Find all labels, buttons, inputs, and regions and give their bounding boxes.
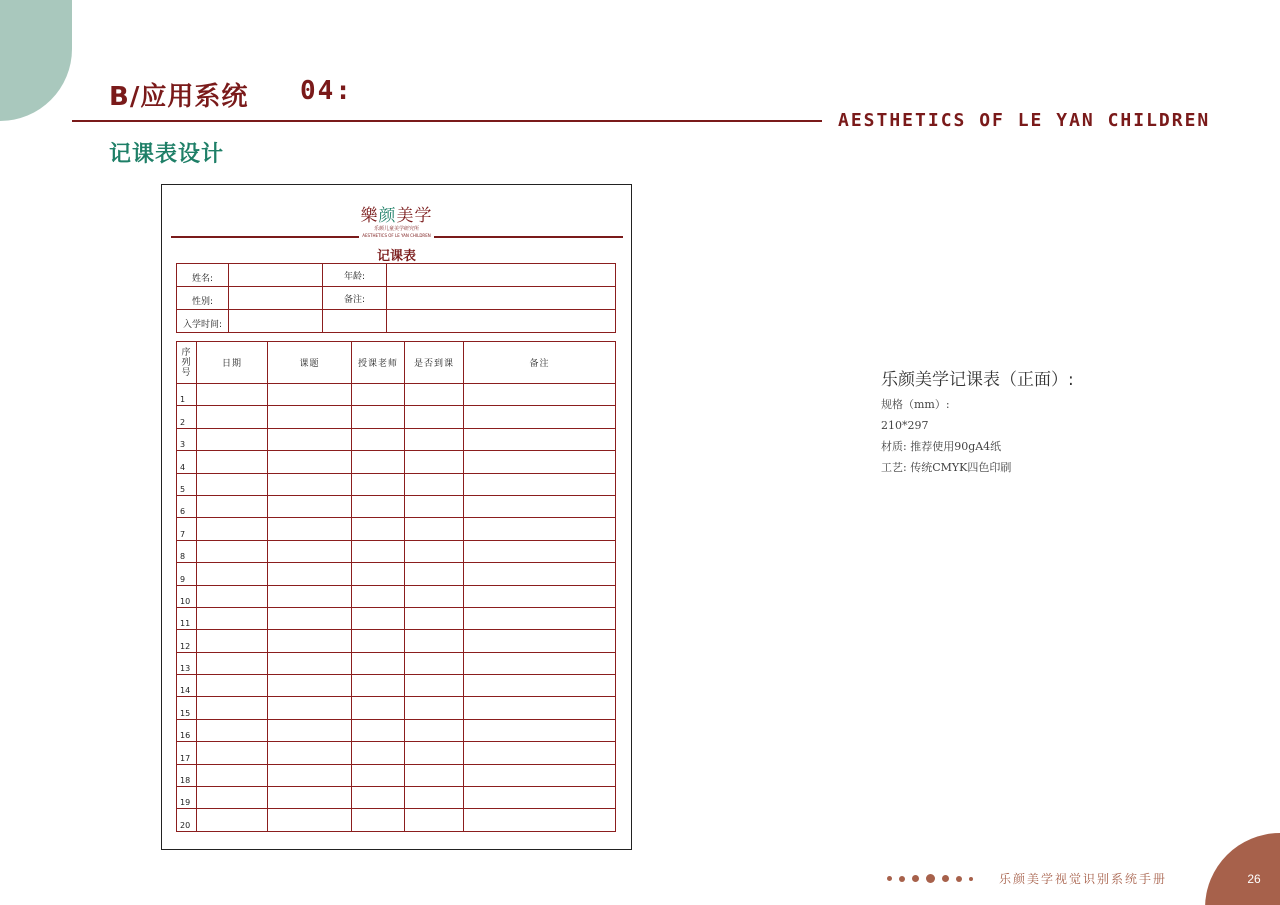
teacher-cell[interactable]	[352, 787, 405, 809]
remarks-cell[interactable]	[464, 787, 616, 809]
date-cell[interactable]	[197, 428, 268, 450]
name-field[interactable]	[229, 264, 323, 287]
dot-icon	[887, 876, 892, 881]
gender-field[interactable]	[229, 287, 323, 310]
row-number: 1	[177, 384, 197, 406]
row-number: 14	[177, 675, 197, 697]
row-number: 19	[177, 787, 197, 809]
topic-cell[interactable]	[268, 585, 352, 607]
remarks-cell[interactable]	[464, 428, 616, 450]
date-cell[interactable]	[197, 607, 268, 629]
table-row	[177, 585, 616, 607]
attendance-table	[176, 341, 616, 832]
table-row	[177, 764, 616, 786]
manual-title: 乐颜美学视觉识别系统手册	[999, 872, 1168, 886]
spec-size-value: 210*297	[881, 419, 929, 432]
logo-subtitle: 乐颜儿童美学研究所	[373, 226, 419, 232]
row-number: 9	[177, 563, 197, 585]
topic-cell[interactable]	[268, 563, 352, 585]
class-record-sheet	[161, 184, 632, 850]
remarks-cell[interactable]	[464, 451, 616, 473]
row-number: 11	[177, 607, 197, 629]
attended-cell[interactable]	[405, 764, 464, 786]
row-number: 2	[177, 406, 197, 428]
row-number: 4	[177, 451, 197, 473]
teacher-cell[interactable]	[352, 697, 405, 719]
remarks-cell[interactable]	[464, 384, 616, 406]
date-cell[interactable]	[197, 384, 268, 406]
column-header-date: 日期	[197, 342, 268, 384]
topic-cell[interactable]	[268, 451, 352, 473]
teacher-cell[interactable]	[352, 630, 405, 652]
table-row	[177, 787, 616, 809]
row-number: 18	[177, 764, 197, 786]
remarks-cell[interactable]	[464, 742, 616, 764]
attended-cell[interactable]	[405, 675, 464, 697]
topic-cell[interactable]	[268, 428, 352, 450]
gender-label: 性别:	[177, 287, 229, 310]
row-number: 12	[177, 630, 197, 652]
date-cell[interactable]	[197, 451, 268, 473]
table-row	[177, 697, 616, 719]
row-number: 20	[177, 809, 197, 831]
attended-cell[interactable]	[405, 518, 464, 540]
info-row	[177, 310, 616, 333]
teacher-cell[interactable]	[352, 406, 405, 428]
page-number: 26	[1247, 872, 1261, 886]
remarks-cell[interactable]	[464, 675, 616, 697]
teacher-cell[interactable]	[352, 473, 405, 495]
table-row	[177, 495, 616, 517]
row-number: 3	[177, 428, 197, 450]
date-cell[interactable]	[197, 406, 268, 428]
dot-icon	[912, 875, 919, 882]
table-row	[177, 675, 616, 697]
table-row	[177, 719, 616, 741]
remarks-cell[interactable]	[464, 495, 616, 517]
row-number: 7	[177, 518, 197, 540]
row-number: 13	[177, 652, 197, 674]
teacher-cell[interactable]	[352, 451, 405, 473]
header-divider	[72, 120, 822, 122]
date-cell[interactable]	[197, 675, 268, 697]
topic-cell[interactable]	[268, 652, 352, 674]
age-field[interactable]	[387, 264, 616, 287]
row-number: 6	[177, 495, 197, 517]
logo-char: 樂	[360, 206, 379, 226]
table-row	[177, 518, 616, 540]
row-number: 17	[177, 742, 197, 764]
topic-cell[interactable]	[268, 518, 352, 540]
info-row	[177, 264, 616, 287]
topic-cell[interactable]	[268, 607, 352, 629]
blank-cell	[323, 310, 387, 333]
teacher-cell[interactable]	[352, 764, 405, 786]
date-cell[interactable]	[197, 630, 268, 652]
date-cell[interactable]	[197, 585, 268, 607]
attended-cell[interactable]	[405, 697, 464, 719]
attended-cell[interactable]	[405, 585, 464, 607]
logo-char: 美	[396, 206, 415, 226]
attended-cell[interactable]	[405, 809, 464, 831]
attended-cell[interactable]	[405, 787, 464, 809]
english-tagline: AESTHETICS OF LE YAN CHILDREN	[838, 110, 1211, 131]
teacher-cell[interactable]	[352, 607, 405, 629]
table-row	[177, 540, 616, 562]
table-row	[177, 428, 616, 450]
date-cell[interactable]	[197, 764, 268, 786]
column-header-teacher: 授课老师	[352, 342, 405, 384]
age-label: 年龄:	[323, 264, 387, 287]
remarks-cell[interactable]	[464, 719, 616, 741]
spec-block	[881, 365, 1074, 478]
logo-english: AESTHETICS OF LE YAN CHILDREN	[359, 233, 433, 238]
attended-cell[interactable]	[405, 630, 464, 652]
topic-cell[interactable]	[268, 764, 352, 786]
teacher-cell[interactable]	[352, 428, 405, 450]
date-cell[interactable]	[197, 809, 268, 831]
date-cell[interactable]	[197, 697, 268, 719]
corner-decoration-bottom-right	[1205, 833, 1280, 905]
row-number: 10	[177, 585, 197, 607]
dot-icon	[942, 875, 949, 882]
topic-cell[interactable]	[268, 787, 352, 809]
remarks-cell[interactable]	[464, 764, 616, 786]
table-row	[177, 563, 616, 585]
teacher-cell[interactable]	[352, 652, 405, 674]
date-cell[interactable]	[197, 473, 268, 495]
teacher-cell[interactable]	[352, 384, 405, 406]
dot-icon	[969, 877, 973, 881]
name-label: 姓名:	[177, 264, 229, 287]
row-number: 15	[177, 697, 197, 719]
attended-cell[interactable]	[405, 742, 464, 764]
brand-logo	[162, 201, 631, 226]
table-row	[177, 809, 616, 831]
table-row	[177, 607, 616, 629]
logo-char: 学	[414, 206, 433, 226]
dot-icon	[926, 874, 935, 883]
section-title: 记课表设计	[109, 142, 225, 167]
date-cell[interactable]	[197, 787, 268, 809]
attended-cell[interactable]	[405, 652, 464, 674]
remarks-cell[interactable]	[464, 607, 616, 629]
attended-cell[interactable]	[405, 607, 464, 629]
remarks-cell[interactable]	[464, 518, 616, 540]
attended-cell[interactable]	[405, 719, 464, 741]
enroll-date-label: 入学时间:	[177, 310, 229, 333]
teacher-cell[interactable]	[352, 540, 405, 562]
topic-cell[interactable]	[268, 809, 352, 831]
attended-cell[interactable]	[405, 473, 464, 495]
spec-size-label: 规格（mm）:	[881, 398, 950, 411]
footer-dots	[887, 874, 973, 883]
teacher-cell[interactable]	[352, 675, 405, 697]
table-header-row	[177, 342, 616, 384]
dot-icon	[956, 876, 962, 882]
attended-cell[interactable]	[405, 495, 464, 517]
attended-cell[interactable]	[405, 384, 464, 406]
row-number: 8	[177, 540, 197, 562]
teacher-cell[interactable]	[352, 809, 405, 831]
dot-icon	[899, 876, 905, 882]
remarks-cell[interactable]	[464, 585, 616, 607]
table-row	[177, 451, 616, 473]
blank-cell	[387, 310, 616, 333]
table-row	[177, 384, 616, 406]
logo-char: 颜	[378, 206, 397, 226]
attended-cell[interactable]	[405, 540, 464, 562]
remarks-cell[interactable]	[464, 563, 616, 585]
table-row	[177, 652, 616, 674]
remarks-cell[interactable]	[464, 697, 616, 719]
topic-cell[interactable]	[268, 406, 352, 428]
table-row	[177, 473, 616, 495]
student-info-table	[176, 263, 616, 333]
topic-cell[interactable]	[268, 540, 352, 562]
teacher-cell[interactable]	[352, 518, 405, 540]
section-number: 04:	[300, 76, 353, 106]
sheet-title: 记课表	[376, 249, 416, 264]
remarks-cell[interactable]	[464, 473, 616, 495]
topic-cell[interactable]	[268, 473, 352, 495]
remarks-cell[interactable]	[464, 540, 616, 562]
page-title: B/应用系统	[109, 82, 249, 112]
date-cell[interactable]	[197, 652, 268, 674]
enroll-date-field[interactable]	[229, 310, 323, 333]
remarks-cell[interactable]	[464, 652, 616, 674]
date-cell[interactable]	[197, 563, 268, 585]
topic-cell[interactable]	[268, 697, 352, 719]
attended-cell[interactable]	[405, 563, 464, 585]
table-row	[177, 630, 616, 652]
attended-cell[interactable]	[405, 428, 464, 450]
spec-title: 乐颜美学记课表（正面）:	[881, 370, 1074, 390]
note-field[interactable]	[387, 287, 616, 310]
date-cell[interactable]	[197, 518, 268, 540]
topic-cell[interactable]	[268, 675, 352, 697]
row-number: 5	[177, 473, 197, 495]
column-header-topic: 课题	[268, 342, 352, 384]
column-header-remarks: 备注	[464, 342, 616, 384]
teacher-cell[interactable]	[352, 719, 405, 741]
attended-cell[interactable]	[405, 451, 464, 473]
spec-material: 材质: 推荐使用90gA4纸	[881, 440, 1002, 453]
teacher-cell[interactable]	[352, 585, 405, 607]
remarks-cell[interactable]	[464, 809, 616, 831]
info-row	[177, 287, 616, 310]
topic-cell[interactable]	[268, 384, 352, 406]
table-row	[177, 406, 616, 428]
corner-decoration-top-left	[0, 0, 72, 121]
remarks-cell[interactable]	[464, 406, 616, 428]
row-number: 16	[177, 719, 197, 741]
topic-cell[interactable]	[268, 719, 352, 741]
attended-cell[interactable]	[405, 406, 464, 428]
date-cell[interactable]	[197, 540, 268, 562]
teacher-cell[interactable]	[352, 563, 405, 585]
topic-cell[interactable]	[268, 742, 352, 764]
column-header-attended: 是否到课	[405, 342, 464, 384]
date-cell[interactable]	[197, 495, 268, 517]
note-label: 备注:	[323, 287, 387, 310]
remarks-cell[interactable]	[464, 630, 616, 652]
spec-process: 工艺: 传统CMYK四色印刷	[881, 461, 1012, 474]
teacher-cell[interactable]	[352, 495, 405, 517]
topic-cell[interactable]	[268, 630, 352, 652]
table-row	[177, 742, 616, 764]
teacher-cell[interactable]	[352, 742, 405, 764]
column-header-seq: 序列号	[177, 342, 197, 384]
topic-cell[interactable]	[268, 495, 352, 517]
date-cell[interactable]	[197, 719, 268, 741]
date-cell[interactable]	[197, 742, 268, 764]
